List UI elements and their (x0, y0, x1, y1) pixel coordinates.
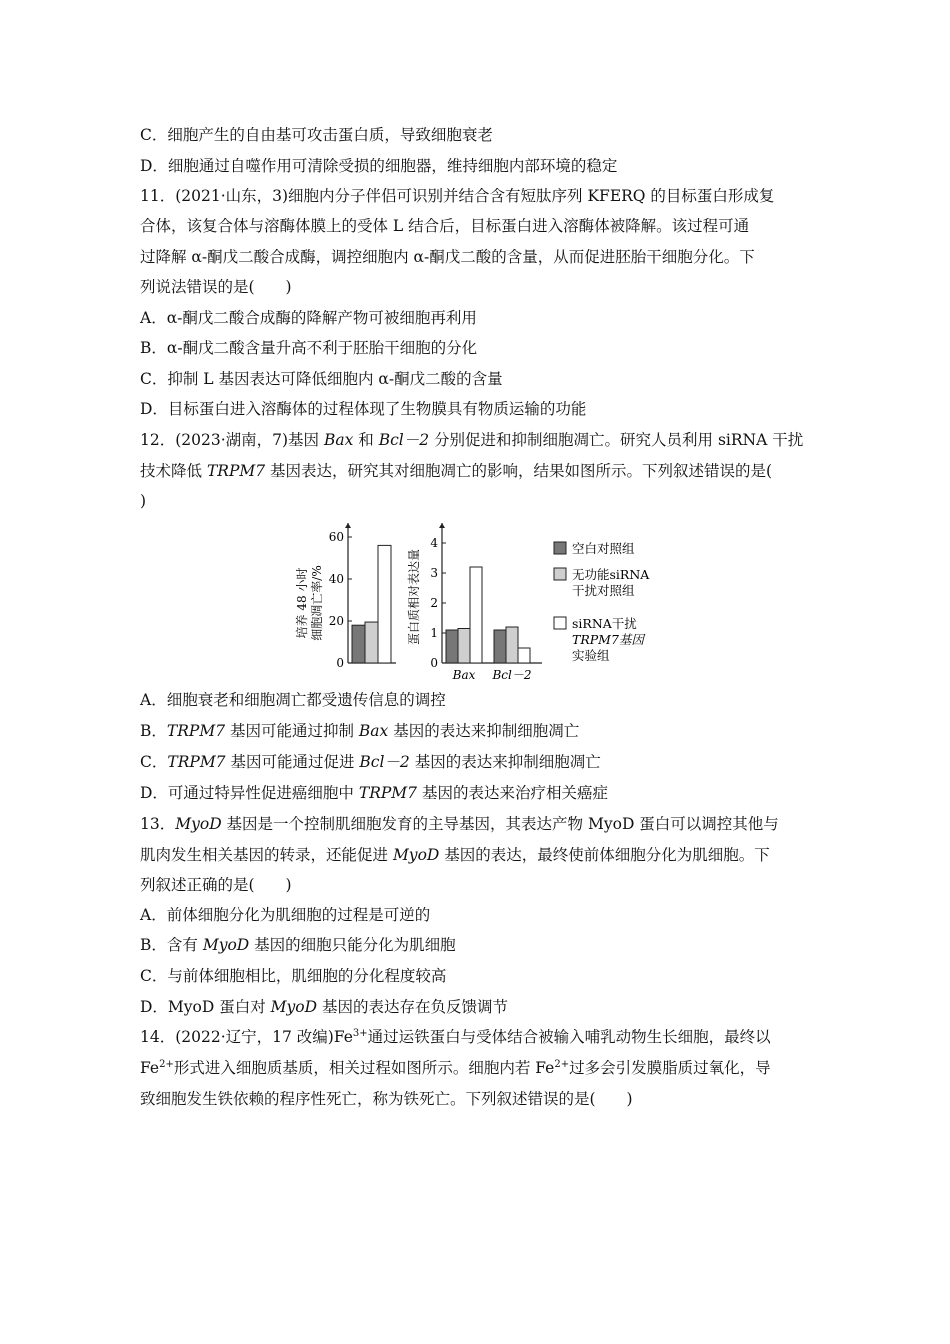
question-11-line-2: 合体，该复合体与溶酶体膜上的受体 L 结合后，目标蛋白进入溶酶体被降解。该过程可通 (140, 217, 750, 235)
apoptosis-bar-chart (290, 515, 670, 685)
legend-swatch (554, 542, 566, 554)
bar-protein-expression (470, 567, 482, 663)
question-14-line-3: 致细胞发生铁依赖的程序性死亡，称为铁死亡。下列叙述错误的是( ) (140, 1090, 633, 1108)
y-tick-label-left: 60 (328, 530, 344, 544)
bar-protein-expression (518, 648, 530, 663)
bar-protein-expression (506, 627, 518, 663)
y-axis-label-left: 培养 48 小时 (295, 567, 309, 639)
bar-protein-expression (446, 630, 458, 663)
y-tick-label-right: 0 (430, 656, 438, 670)
option-12b: B．TRPM7 基因可能通过抑制 Bax 基因的表达来抑制细胞凋亡 (140, 722, 580, 740)
question-13-line-3: 列叙述正确的是( ) (140, 876, 292, 894)
y-tick-label-right: 1 (430, 626, 438, 640)
option-13c: C．与前体细胞相比，肌细胞的分化程度较高 (140, 967, 447, 985)
option-13b: B．含有 MyoD 基因的细胞只能分化为肌细胞 (140, 936, 456, 954)
option-13a: A．前体细胞分化为肌细胞的过程是可逆的 (140, 906, 431, 924)
x-tick-label: Bcl－2 (492, 668, 532, 682)
option-12a: A．细胞衰老和细胞凋亡都受遗传信息的调控 (140, 691, 446, 709)
option-10d: D．细胞通过自噬作用可清除受损的细胞器，维持细胞内部环境的稳定 (140, 157, 618, 175)
bar-apoptosis-rate (352, 625, 365, 663)
legend-label: 实验组 (572, 648, 610, 663)
question-12-line-1: 12．(2023·湖南，7)基因 Bax 和 Bcl－2 分别促进和抑制细胞凋亡。研究人员利用 siRNA 干扰 (140, 431, 804, 449)
option-10c: C．细胞产生的自由基可攻击蛋白质，导致细胞衰老 (140, 126, 493, 144)
legend-label: 空白对照组 (572, 541, 635, 556)
question-12-line-3: ) (140, 492, 147, 510)
x-tick-label: Bax (452, 668, 476, 682)
bar-apoptosis-rate (378, 545, 391, 663)
y-axis-left-arrow (345, 523, 351, 528)
y-tick-label-left: 20 (328, 614, 344, 628)
legend-label: 干扰对照组 (572, 583, 635, 598)
y-axis-label-right: 蛋白质相对表达量 (407, 548, 421, 646)
legend-label: siRNA干扰 (572, 616, 637, 631)
question-14-line-2: $Fe^{2+}$形式进入细胞质基质，相关过程如图所示。细胞内若 $Fe^{2+}$过多会引发膜脂质过氧化，导 (140, 1059, 771, 1077)
option-11d: D．目标蛋白进入溶酶体的过程体现了生物膜具有物质运输的功能 (140, 400, 587, 418)
bar-protein-expression (494, 630, 506, 663)
question-14-line-1: 14．(2022·辽宁，17 改编)$Fe^{3+}$通过运铁蛋白与受体结合被输入哺乳动物生长细胞，最终以 (140, 1028, 771, 1046)
question-11-line-4: 列说法错误的是( ) (140, 278, 292, 296)
legend-swatch (554, 568, 566, 580)
y-tick-label-right: 2 (430, 596, 438, 610)
bar-apoptosis-rate (365, 622, 378, 663)
legend-swatch (554, 617, 566, 629)
question-11-line-1: 11．(2021·山东，3)细胞内分子伴侣可识别并结合含有短肽序列 KFERQ 的目标蛋白形成复 (140, 187, 775, 205)
option-12d: D．可通过特异性促进癌细胞中 TRPM7 基因的表达来治疗相关癌症 (140, 784, 608, 802)
option-12c: C．TRPM7 基因可能通过促进 Bcl－2 基因的表达来抑制细胞凋亡 (140, 753, 601, 771)
option-11a: A．α-酮戊二酸合成酶的降解产物可被细胞再利用 (140, 309, 477, 327)
y-tick-label-left: 0 (336, 656, 344, 670)
y-tick-label-left: 40 (328, 572, 344, 586)
option-13d: D．MyoD 蛋白对 MyoD 基因的表达存在负反馈调节 (140, 998, 508, 1016)
y-tick-label-right: 3 (430, 566, 438, 580)
option-11b: B．α-酮戊二酸含量升高不利于胚胎干细胞的分化 (140, 339, 478, 357)
legend-label: TRPM7基因 (572, 632, 644, 647)
y-axis-label-left: 细胞凋亡率/% (310, 565, 324, 641)
chart-canvas (290, 515, 670, 685)
question-13-line-2: 肌肉发生相关基因的转录，还能促进 MyoD 基因的表达，最终使前体细胞分化为肌细胞。下 (140, 846, 770, 864)
question-12-line-2: 技术降低 TRPM7 基因表达，研究其对细胞凋亡的影响，结果如图所示。下列叙述错误的是( (140, 462, 773, 480)
y-tick-label-right: 4 (430, 536, 438, 550)
question-13-line-1: 13．MyoD 基因是一个控制肌细胞发育的主导基因，其表达产物 MyoD 蛋白可以调控其他与 (140, 815, 779, 833)
question-11-line-3: 过降解 α-酮戊二酸合成酶，调控细胞内 α-酮戊二酸的含量，从而促进胚胎干细胞分化。下 (140, 248, 755, 266)
y-axis-right-arrow (439, 523, 445, 528)
option-11c: C．抑制 L 基因表达可降低细胞内 α-酮戊二酸的含量 (140, 370, 503, 388)
legend-label: 无功能siRNA (572, 567, 650, 582)
bar-protein-expression (458, 629, 470, 664)
